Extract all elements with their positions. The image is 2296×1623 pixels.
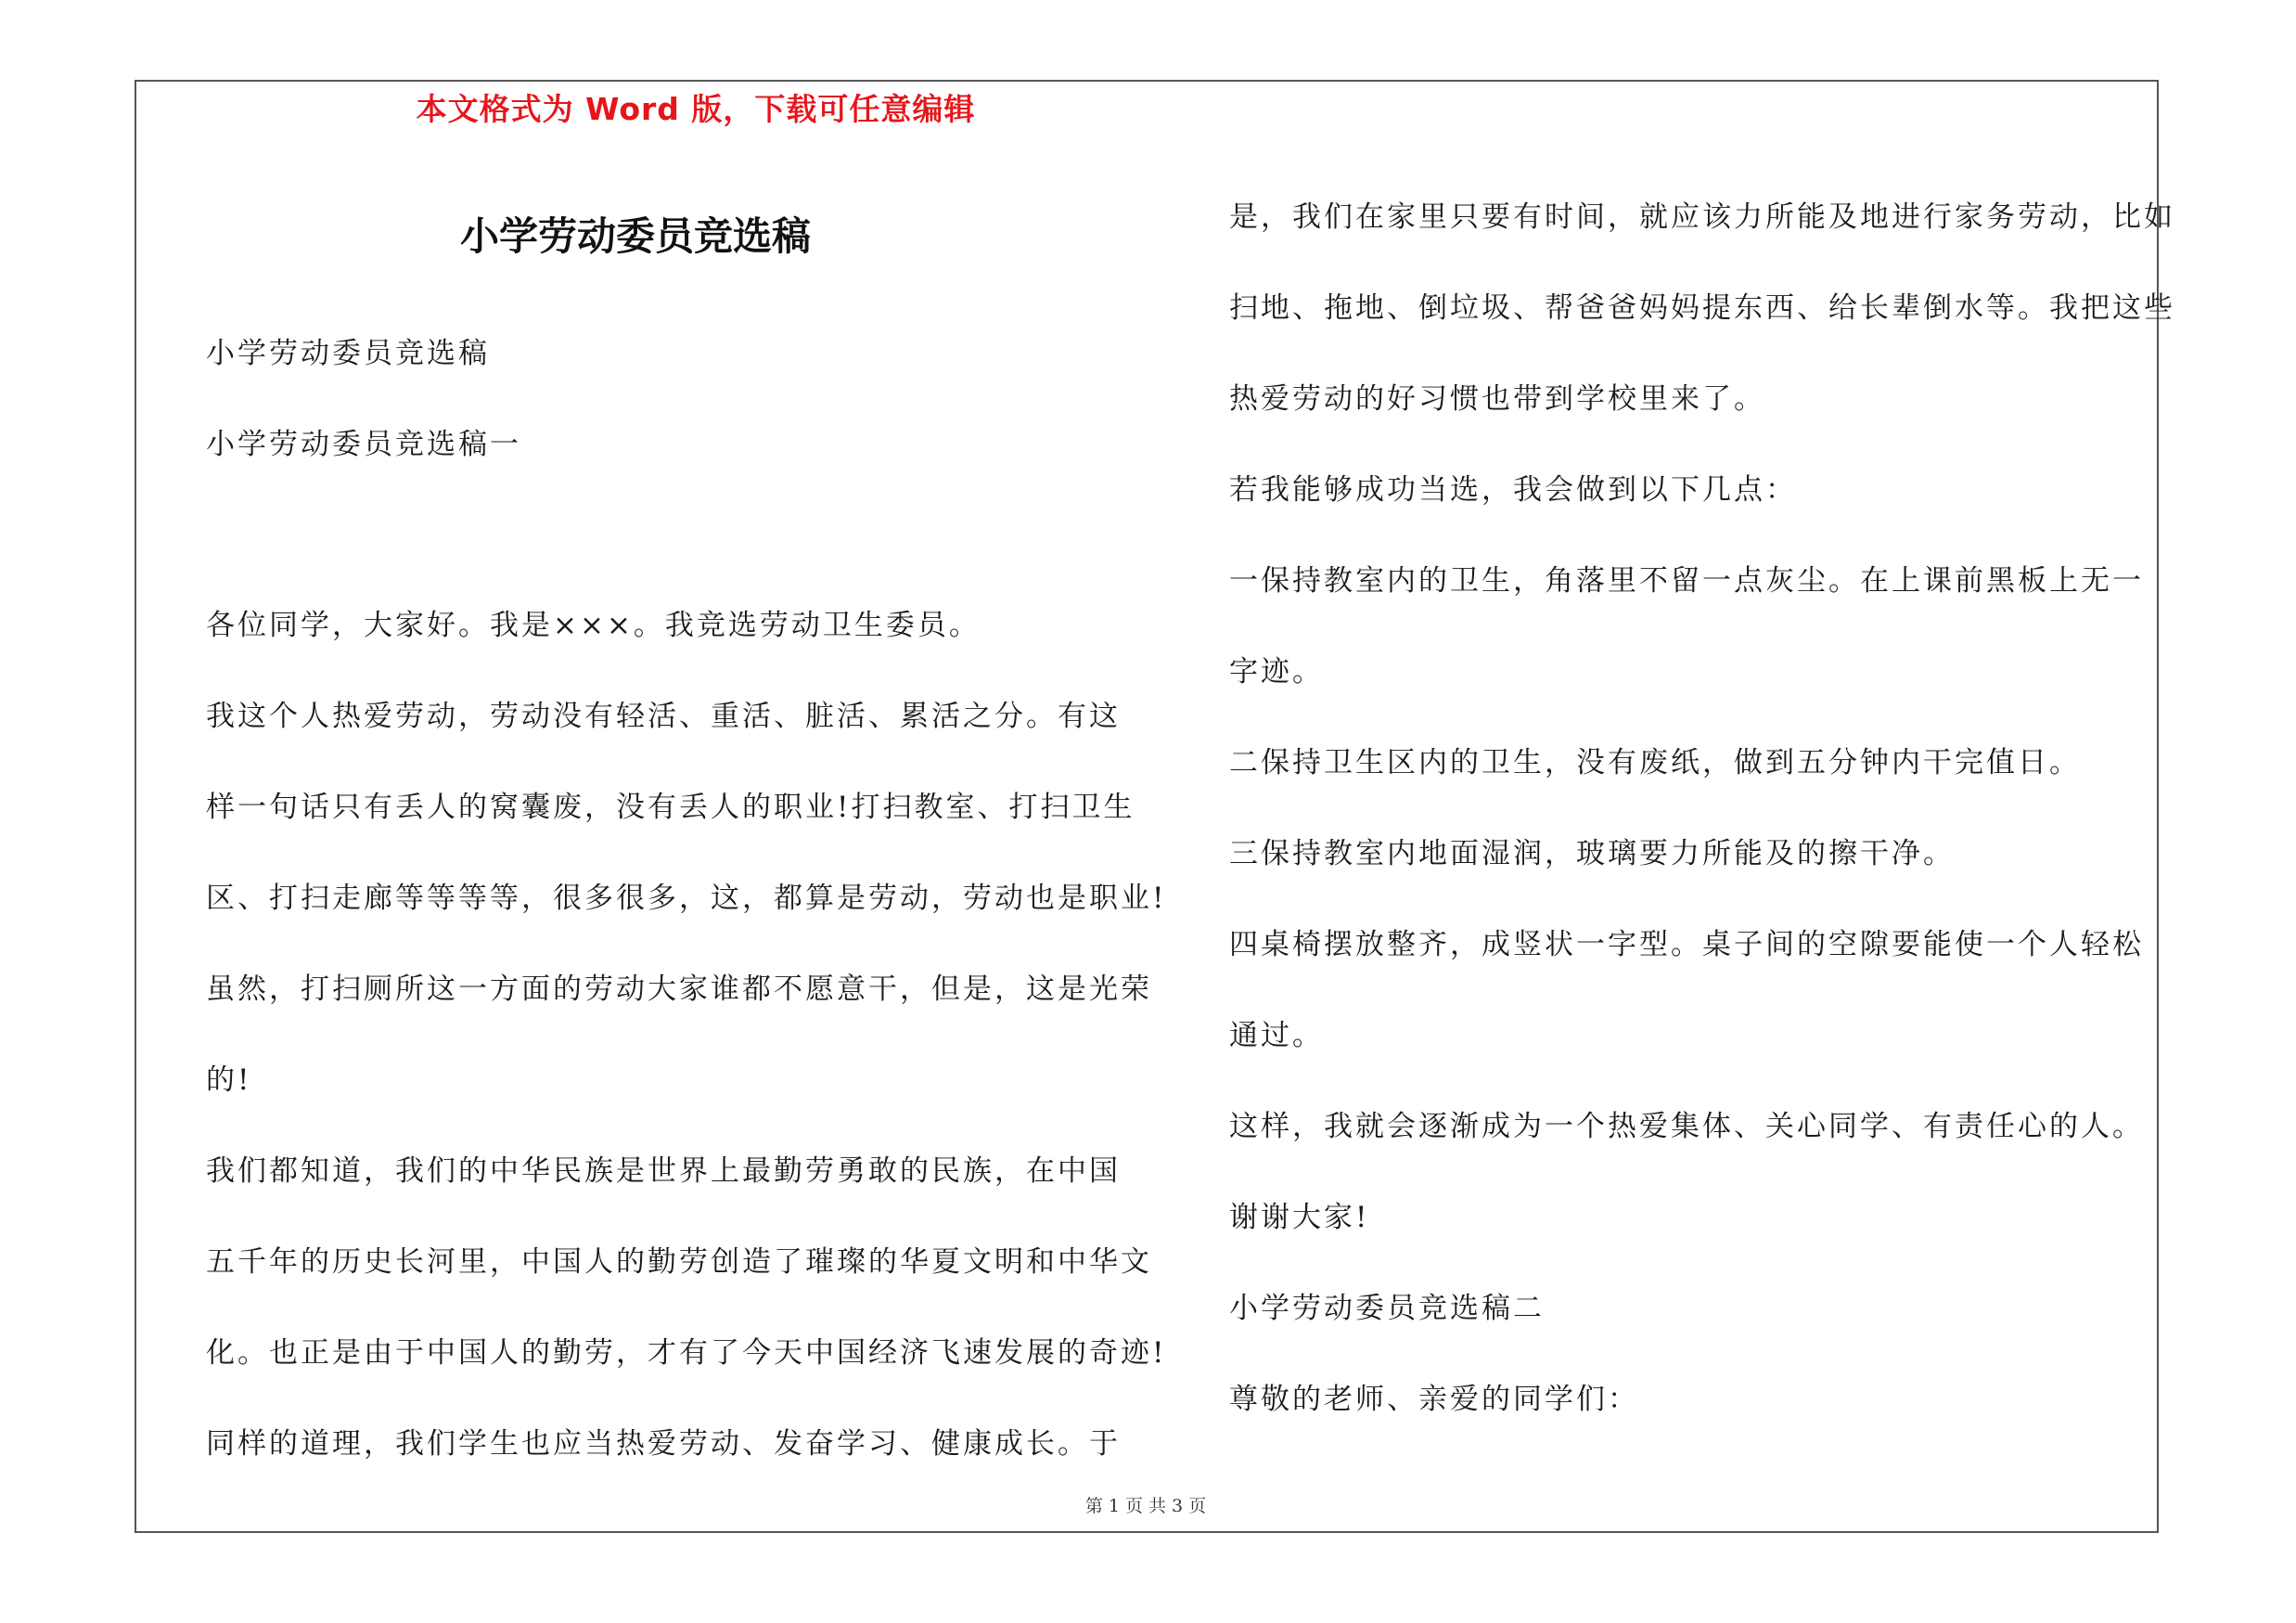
text-line: 一保持教室内的卫生，角落里不留一点灰尘。在上课前黑板上无一 xyxy=(1229,564,2144,598)
text-line: 小学劳动委员竞选稿二 xyxy=(1229,1292,1545,1325)
text-line: 五千年的历史长河里，中国人的勤劳创造了璀璨的华夏文明和中华文 xyxy=(206,1245,1152,1279)
text-line: 扫地、拖地、倒垃圾、帮爸爸妈妈提东西、给长辈倒水等。我把这些 xyxy=(1229,291,2175,325)
right-text-column xyxy=(1229,0,2175,1623)
text-line: 谢谢大家! xyxy=(1229,1201,1370,1234)
text-line: 区、打扫走廊等等等等，很多很多，这，都算是劳动，劳动也是职业! xyxy=(206,882,1167,915)
text-line: 我们都知道，我们的中华民族是世界上最勤劳勇敢的民族，在中国 xyxy=(206,1154,1121,1188)
text-line: 小学劳动委员竞选稿 xyxy=(206,337,490,370)
text-line: 尊敬的老师、亲爱的同学们： xyxy=(1229,1383,1639,1416)
text-line: 三保持教室内地面湿润，玻璃要力所能及的擦干净。 xyxy=(1229,837,1955,870)
text-line: 同样的道理，我们学生也应当热爱劳动、发奋学习、健康成长。于 xyxy=(206,1427,1121,1461)
page-number: 第 1 页 共 3 页 xyxy=(1084,1496,1207,1516)
text-line: 小学劳动委员竞选稿一 xyxy=(206,428,521,461)
text-line: 样一句话只有丢人的窝囊废，没有丢人的职业!打扫教室、打扫卫生 xyxy=(206,791,1135,824)
text-line: 这样，我就会逐渐成为一个热爱集体、关心同学、有责任心的人。 xyxy=(1229,1110,2144,1143)
text-line: 若我能够成功当选，我会做到以下几点： xyxy=(1229,473,1797,507)
text-line: 二保持卫生区内的卫生，没有废纸，做到五分钟内干完值日。 xyxy=(1229,746,2081,779)
text-line: 的! xyxy=(206,1063,252,1097)
format-banner: 本文格式为 Word 版，下载可任意编辑 xyxy=(416,91,976,127)
text-line: 字迹。 xyxy=(1229,655,1324,689)
text-line: 四桌椅摆放整齐，成竖状一字型。桌子间的空隙要能使一个人轻松 xyxy=(1229,928,2144,961)
text-line: 虽然，打扫厕所这一方面的劳动大家谁都不愿意干，但是，这是光荣 xyxy=(206,973,1152,1006)
text-line: 我这个人热爱劳动，劳动没有轻活、重活、脏活、累活之分。有这 xyxy=(206,700,1121,733)
text-line: 化。也正是由于中国人的勤劳，才有了今天中国经济飞速发展的奇迹! xyxy=(206,1336,1167,1370)
text-line: 各位同学，大家好。我是×××。我竞选劳动卫生委员。 xyxy=(206,609,981,642)
text-line: 热爱劳动的好习惯也带到学校里来了。 xyxy=(1229,382,1765,416)
text-line: 通过。 xyxy=(1229,1019,1324,1052)
document-title: 小学劳动委员竞选稿 xyxy=(459,213,811,259)
text-line: 是，我们在家里只要有时间，就应该力所能及地进行家务劳动，比如 xyxy=(1229,200,2175,234)
